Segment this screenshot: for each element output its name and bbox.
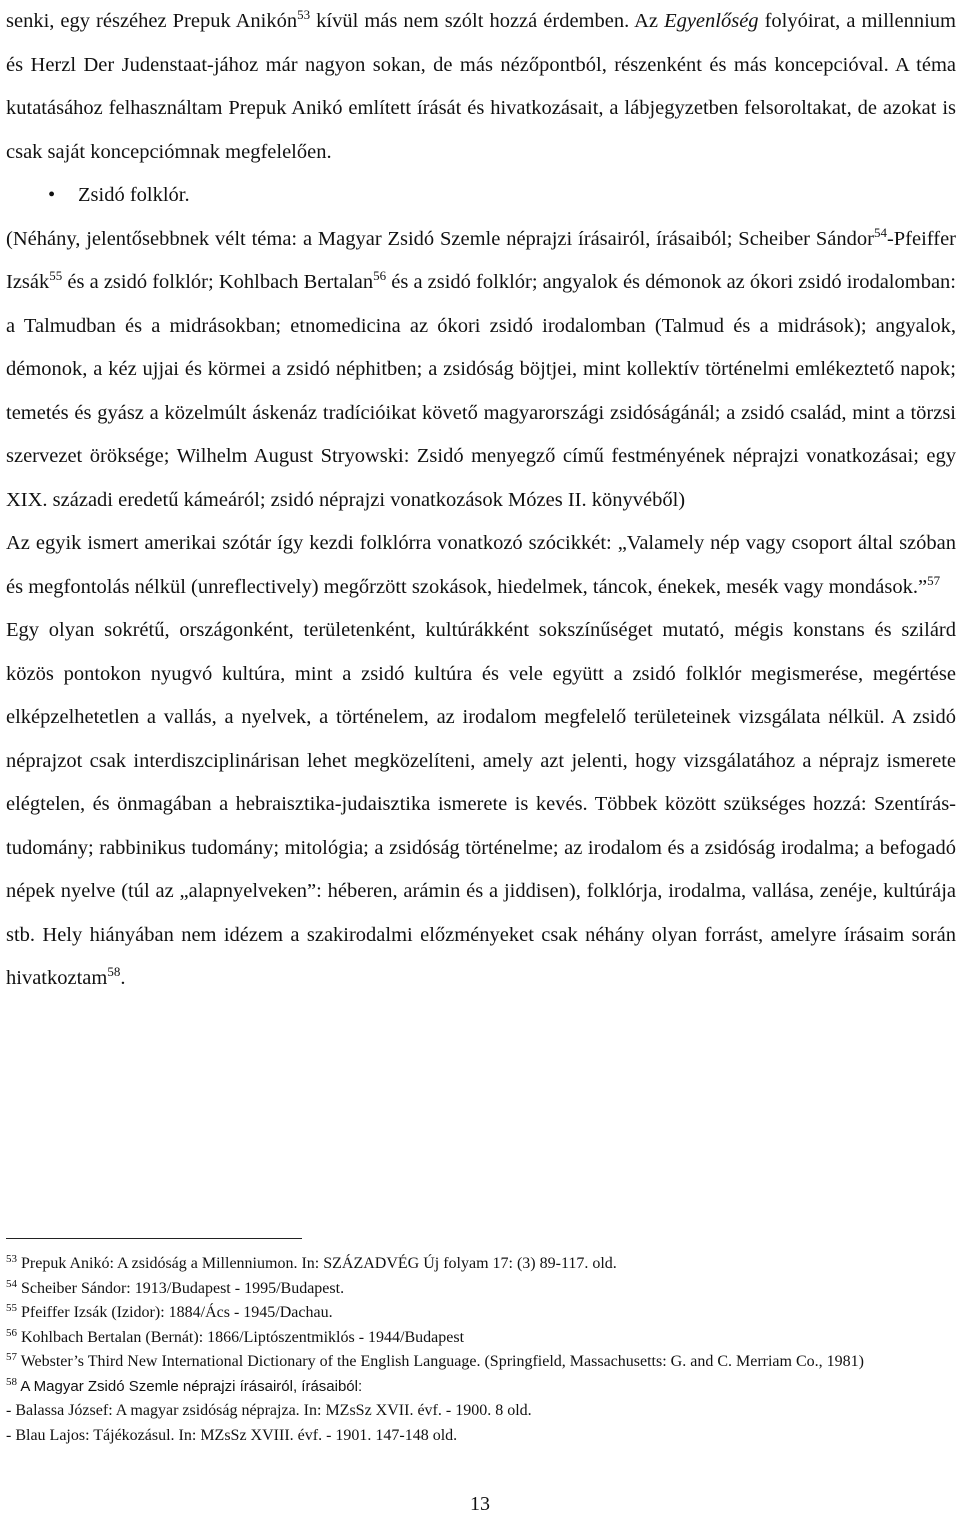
footnote-separator	[6, 1238, 302, 1239]
footnote-ref-54[interactable]: 54	[873, 224, 887, 240]
footnote-text: Scheiber Sándor: 1913/Budapest - 1995/Budapest.	[17, 1279, 345, 1297]
footnote-number: 54	[6, 1277, 17, 1290]
page-number: 13	[470, 1493, 490, 1515]
text-run: senki, egy részéhez Prepuk Anikón	[6, 10, 298, 32]
footnote-ref-58[interactable]: 58	[107, 964, 121, 979]
footnote-text: Kohlbach Bertalan (Bernát): 1866/Liptószentmiklós - 1944/Budapest	[17, 1328, 465, 1346]
text-run: és a zsidó folklór; Kohlbach Bertalan	[62, 271, 374, 293]
text-run: kívül más nem szólt hozzá érdemben. Az	[310, 10, 665, 32]
footnote-ref-56[interactable]: 56	[373, 268, 387, 283]
text-run: Egy olyan sokrétű, országonként, területenként, kultúrákként sokszínűséget mutató, mégis konstans és szilárd közös pontokon nyugvó kultúra, mint a zsidó kultúra és vele együtt a zsidó folklór megismerése, megértése elképzelhetetlen a vallás, a nyelvek, a történelem, az irodalom megfelelő területeinek vizsgálata nélkül. A zsidó néprajzot csak interdiszciplinárisan lehet megközelíteni, amely azt jelenti, hogy vizsgálatához a néprajz ismerete elégtelen, és önmagában a hebraisztika-judaisztika ismerete is kevés. Többek között szükséges hozzá: Szentírás-tudomány; rabbinikus tudomány; mitológia; a zsidóság történelme; az irodalom és a zsidóság irodalma; a befogadó népek nyelve (túl az „alapnyelveken”: héberen, arámin és a jiddisen), folklórja, irodalma, vallása, zenéje, kultúrája stb. Hely hiányában nem idézem a szakirodalmi előzményeket csak néhány olyan forrást, amelyre írásaim során hivatkoztam	[6, 619, 956, 989]
footnote-56	[6, 1326, 956, 1351]
footnote-55	[6, 1301, 956, 1326]
paragraph-interdisciplinary	[6, 609, 956, 1001]
footnote-number: 56	[6, 1326, 17, 1339]
footnote-58-line-3: - Blau Lajos: Tájékozásul. In: MZsSz XVIII. évf. - 1901. 147-148 old.	[6, 1426, 458, 1444]
text-run: és a zsidó folklór; angyalok és démonok az ókori zsidó irodalomban: a Talmudban és a midrásokban; etnomedicina az ókori zsidó irodalomban (Talmud és a midrások); angyalok, démonok, a kéz ujjai és körmei a zsidó néphitben; a zsidóság böjtjei, mint kollektív történelmi emlékeztető napok; temetés és gyász a közelmúlt áskenáz tradícióikat követő magyarországi zsidóságánál; a zsidó család, mint a törzsi szervezet öröksége; Wilhelm August Stryowski: Zsidó menyegző című festményének néprajzi vonatkozásai; egy XIX. századi eredetű kámeáról; zsidó néprajzi vonatkozások Mózes II. könyvéből)	[6, 271, 956, 511]
text-run: folyóirat, a millennium és Herzl Der Judenstaat-jához már nagyon sokan, de más nézőpontból, részenként és más koncepcióval. A téma kutatásához felhasználtam Prepuk Anikó említett írását és hivatkozásait, a lábjegyzetben felsoroltakat, de azokat is csak saját koncepciómnak megfelelően.	[6, 10, 956, 163]
footnote-text: Prepuk Anikó: A zsidóság a Millenniumon. In: SZÁZADVÉG Új folyam 17: (3) 89-117. old.	[17, 1255, 617, 1272]
footnote-number: 55	[6, 1302, 17, 1314]
footnote-58	[6, 1375, 956, 1400]
footnote-53	[6, 1252, 956, 1277]
footnote-number: 57	[6, 1351, 17, 1363]
footnote-text: A Magyar Zsidó Szemle néprajzi írásairól, írásaiból:	[17, 1377, 363, 1395]
footnote-ref-53[interactable]: 53	[297, 7, 311, 22]
paragraph-definition	[6, 522, 956, 609]
footnote-58-line-2: - Balassa József: A magyar zsidóság néprajza. In: MZsSz XVII. évf. - 1900. 8 old.	[6, 1402, 532, 1419]
bullet-item-zsido-folklor	[6, 174, 956, 218]
footnote-number: 53	[6, 1253, 17, 1265]
body-text	[6, 0, 956, 1001]
footnote-text: Webster’s Third New International Dictionary of the English Language. (Springfield, Massachusetts: G. and C. Merriam Co., 1981)	[17, 1353, 864, 1370]
footnotes	[6, 1252, 956, 1448]
text-run: (Néhány, jelentősebbnek vélt téma: a Magyar Zsidó Szemle néprajzi írásairól, írásaiból; Scheiber Sándor	[6, 227, 874, 250]
paragraph-intro	[6, 0, 956, 174]
footnote-number: 58	[6, 1375, 17, 1388]
footnote-text: Pfeiffer Izsák (Izidor): 1884/Ács - 1945/Dachau.	[17, 1304, 333, 1321]
footnote-ref-57[interactable]: 57	[927, 572, 941, 588]
text-run: -Pfeiffer Izsák	[6, 227, 956, 293]
footnote-ref-55[interactable]: 55	[49, 268, 63, 283]
bullet-label: Zsidó folklór.	[78, 184, 190, 206]
text-run: .	[120, 967, 126, 989]
italic-title: Egyenlőség	[664, 10, 759, 32]
footnote-57	[6, 1350, 956, 1375]
text-run: Az egyik ismert amerikai szótár így kezdi folklórra vonatkozó szócikkét: „Valamely nép vagy csoport által szóban és megfontolás nélkül (unreflectively) megőrzött szokások, hiedelmek, táncok, énekek, mesék vagy mondások.”	[6, 532, 956, 598]
paragraph-topics	[6, 218, 956, 523]
footnote-54	[6, 1277, 956, 1302]
